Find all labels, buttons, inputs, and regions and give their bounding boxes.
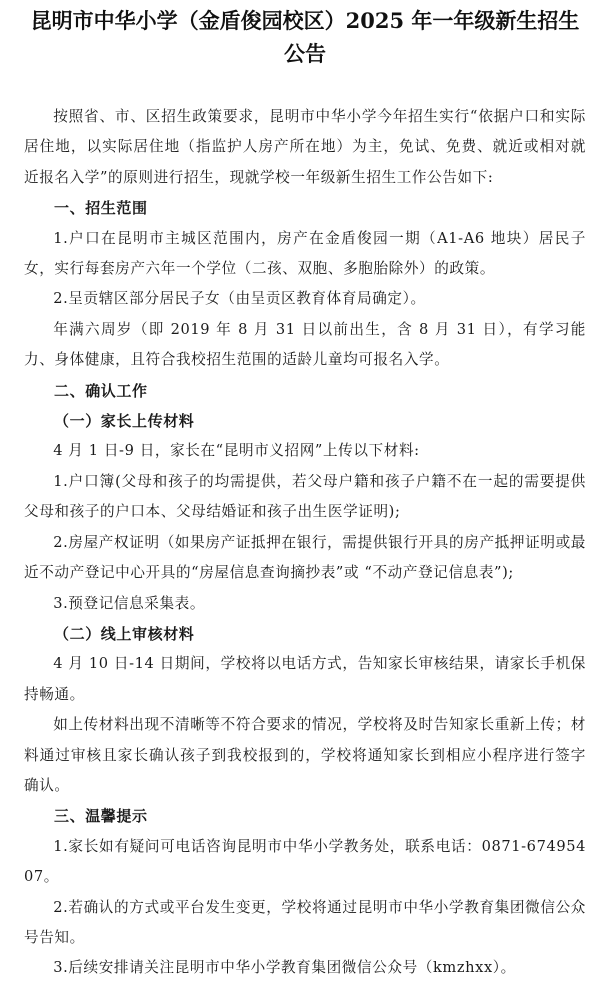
section2-sub1-item1: 1.户口簿(父母和孩子的均需提供，若父母户籍和孩子户籍不在一起的需要提供父母和孩子的户口本、父母结婚证和孩子出生医学证明); [24, 472, 586, 521]
section1-item1: 1.户口在昆明市主城区范围内，房产在金盾俊园一期（A1-A6 地块）居民子女，实行每套房产六年一个学位（二孩、双胞、多胞胎除外）的政策。 [24, 229, 586, 278]
page-title [24, 4, 586, 70]
section1-age: 年满六周岁（即 2019 年 8 月 31 日以前出生，含 8 月 31 日），有学习能力、身体健康，且符合我校招生范围的适龄儿童均可报名入学。 [24, 320, 586, 369]
section2-sub1-item2: 2.房屋产权证明（如果房产证抵押在银行，需提供银行开具的房产抵押证明或最近不动产登记中心开具的“房屋信息查询摘抄表”或 “不动产登记信息表”); [24, 533, 586, 582]
section1-item2: 2.呈贡辖区部分居民子女（由呈贡区教育体育局确定）。 [53, 290, 426, 308]
section2-sub2-heading: （二）线上审核材料 [54, 624, 195, 643]
section1-heading: 一、招生范围 [54, 199, 148, 218]
section2-sub2-date: 4 月 10 日-14 日期间，学校将以电话方式，告知家长审核结果，请家长手机保持畅通。 [24, 655, 586, 703]
section3-item3: 3.后续安排请关注昆明市中华小学教育集团微信公众号（kmzhxx）。 [53, 959, 516, 977]
page-title-line1: 昆明市中华小学（金盾俊园校区）2025 年一年级新生招生 [30, 8, 580, 33]
section3-item2: 2.若确认的方式或平台发生变更，学校将通过昆明市中华小学教育集团微信公众号告知。 [24, 898, 586, 946]
intro-paragraph: 按照省、市、区招生政策要求，昆明市中华小学今年招生实行“依据户口和实际居住地，以实际居住地（指监护人房产所在地）为主，免试、免费、就近或相对就近报名入学”的原则进行招生，现就学校一年级新生招生工作公告如下: [24, 108, 586, 186]
section2-heading: 二、确认工作 [54, 381, 148, 400]
page-title-line2: 公告 [284, 41, 326, 66]
section2-sub1-date: 4 月 1 日-9 日，家长在“昆明市义招网”上传以下材料: [53, 442, 420, 460]
section3-heading: 三、温馨提示 [54, 807, 148, 826]
section2-sub2-note: 如上传材料出现不清晰等不符合要求的情况，学校将及时告知家长重新上传；材料通过审核且家长确认孩子到我校报到的，学校将通知家长到相应小程序进行签字确认。 [24, 716, 586, 794]
section2-sub1-item3: 3.预登记信息采集表。 [53, 594, 206, 612]
section2-sub1-heading: （一）家长上传材料 [54, 412, 195, 431]
section3-item1: 1.家长如有疑问可电话咨询昆明市中华小学教务处，联系电话：0871-67495407。 [24, 837, 586, 886]
